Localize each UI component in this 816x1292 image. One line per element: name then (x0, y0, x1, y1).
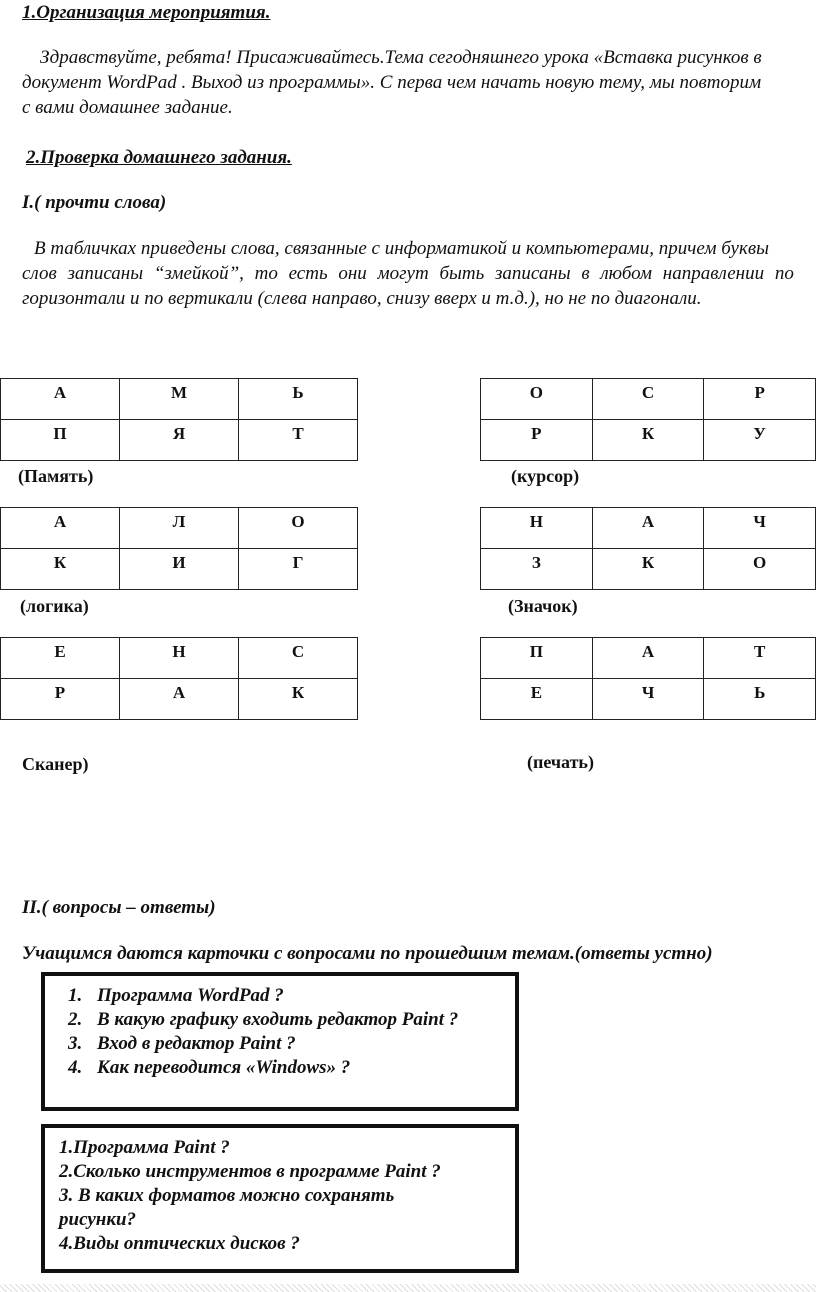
letter-cell: О (239, 508, 358, 549)
letter-cell: З (481, 549, 593, 590)
letter-cell: Я (120, 420, 239, 461)
letter-cell: Г (239, 549, 358, 590)
letter-cell: Р (1, 679, 120, 720)
letter-cell: А (592, 508, 704, 549)
question: 2. В какую графику входить редактор Paint ? (87, 1008, 515, 1032)
question: 1.Программа Paint ? (59, 1137, 230, 1158)
letter-cell: С (592, 379, 704, 420)
letter-cell: Л (120, 508, 239, 549)
question: 1. Программа WordPad ? (87, 984, 515, 1008)
part1-title: I.( прочти слова) (22, 192, 167, 213)
letter-cell: Р (481, 420, 593, 461)
puzzle-table-kursor (480, 378, 816, 461)
letter-cell: Т (704, 638, 816, 679)
question-card-2 (41, 1124, 519, 1273)
part2-title: II.( вопросы – ответы) (22, 897, 216, 918)
letter-cell: И (120, 549, 239, 590)
question: рисунки? (59, 1209, 137, 1230)
part1-text-line: В табличках приведены слова, связанные с информатикой и компьютерами, причем буквы (34, 238, 769, 259)
puzzle-label: Сканер) (22, 754, 89, 774)
intro-line: Здравствуйте, ребята! Присаживайтесь.Тема сегодняшнего урока «Вставка рисунков в (40, 47, 762, 68)
letter-cell: О (704, 549, 816, 590)
letter-cell: К (592, 420, 704, 461)
letter-cell: Ч (704, 508, 816, 549)
puzzle-label: (курсор) (511, 466, 580, 486)
letter-cell: П (481, 638, 593, 679)
part1-text-line: слов записаны “змейкой”, то есть они могут быть записаны в любом направлении по (22, 263, 794, 284)
puzzle-table-skaner (0, 637, 358, 720)
letter-cell: С (239, 638, 358, 679)
letter-cell: О (481, 379, 593, 420)
question: 2.Сколько инструментов в программе Paint ? (59, 1161, 441, 1182)
letter-cell: А (1, 508, 120, 549)
question: 4.Виды оптических дисков ? (59, 1233, 300, 1254)
puzzle-table-logika (0, 507, 358, 590)
letter-cell: К (239, 679, 358, 720)
question: 4. Как переводится «Windows» ? (87, 1056, 515, 1080)
letter-cell: П (1, 420, 120, 461)
section1-title: 1.Организация мероприятия. (22, 2, 271, 23)
letter-cell: Т (239, 420, 358, 461)
letter-cell: Ч (592, 679, 704, 720)
letter-cell: Н (481, 508, 593, 549)
letter-cell: А (120, 679, 239, 720)
part2-text: Учащимся даются карточки с вопросами по прошедшим темам.(ответы устно) (22, 943, 713, 964)
question-card-1 (41, 972, 519, 1111)
question: 3. Вход в редактор Paint ? (87, 1032, 515, 1056)
letter-cell: Е (1, 638, 120, 679)
letter-cell: Е (481, 679, 593, 720)
letter-cell: А (1, 379, 120, 420)
puzzle-label: (печать) (527, 752, 594, 772)
letter-cell: К (1, 549, 120, 590)
letter-cell: М (120, 379, 239, 420)
page-edge-pattern (0, 1284, 816, 1292)
letter-cell: Н (120, 638, 239, 679)
puzzle-table-pechat (480, 637, 816, 720)
letter-cell: Ь (239, 379, 358, 420)
puzzle-label: (логика) (20, 596, 89, 616)
letter-cell: Ь (704, 679, 816, 720)
letter-cell: А (592, 638, 704, 679)
section2-title: 2.Проверка домашнего задания. (26, 147, 292, 168)
intro-line: документ WordPad . Выход из программы». С перва чем начать новую тему, мы повторим (22, 72, 762, 93)
intro-line: с вами домашнее задание. (22, 97, 233, 118)
puzzle-label: (Память) (18, 466, 94, 486)
puzzle-table-pamyat (0, 378, 358, 461)
part1-text-line: горизонтали и по вертикали (слева направо, снизу вверх и т.д.), но не по диагонали. (22, 288, 702, 309)
puzzle-table-znachok (480, 507, 816, 590)
letter-cell: Р (704, 379, 816, 420)
letter-cell: У (704, 420, 816, 461)
letter-cell: К (592, 549, 704, 590)
puzzle-label: (Значок) (508, 596, 578, 616)
question: 3. В каких форматов можно сохранять (59, 1185, 395, 1206)
